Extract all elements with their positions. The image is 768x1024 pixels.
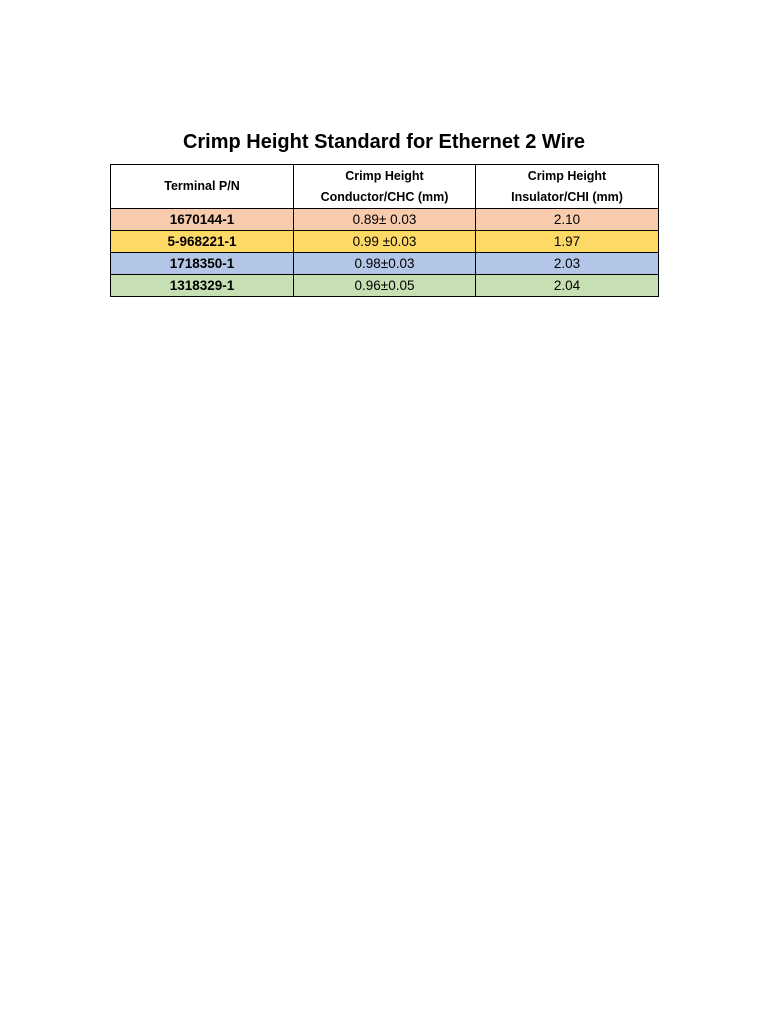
document-title: Crimp Height Standard for Ethernet 2 Wire [182, 131, 586, 153]
table-row [111, 275, 659, 297]
header-crimp-height-conductor [294, 165, 476, 209]
chc-cell: 0.98±0.03 [294, 253, 476, 275]
chc-cell: 0.96±0.05 [294, 275, 476, 297]
header-chc-line1: Crimp Height [345, 168, 424, 183]
header-terminal-pn [111, 165, 294, 209]
terminal-pn-cell: 1718350-1 [111, 253, 294, 275]
crimp-height-table [110, 164, 659, 297]
header-chi-line1: Crimp Height [527, 168, 607, 183]
header-chi-line2: Insulator/CHI (mm) [511, 189, 623, 204]
chc-cell: 0.99 ±0.03 [294, 231, 476, 253]
terminal-pn-cell: 1318329-1 [111, 275, 294, 297]
terminal-pn-cell: 5-968221-1 [111, 231, 294, 253]
chc-cell: 0.89± 0.03 [294, 209, 476, 231]
table-row [111, 253, 659, 275]
header-crimp-height-insulator [476, 165, 659, 209]
chi-cell: 2.03 [476, 253, 659, 275]
chi-cell: 2.04 [476, 275, 659, 297]
table-row [111, 209, 659, 231]
table-header-row [111, 165, 659, 209]
header-chc-line2: Conductor/CHC (mm) [320, 189, 449, 204]
header-terminal-pn-label: Terminal P/N [164, 179, 240, 193]
chi-cell: 2.10 [476, 209, 659, 231]
terminal-pn-cell: 1670144-1 [111, 209, 294, 231]
chi-cell: 1.97 [476, 231, 659, 253]
table-row [111, 231, 659, 253]
